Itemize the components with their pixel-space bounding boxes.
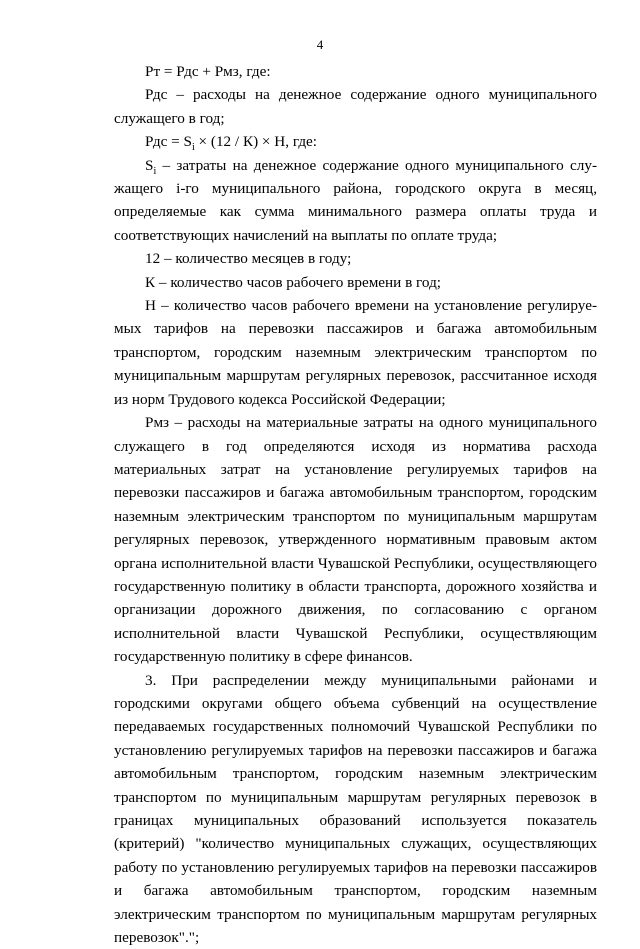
definition-rmz: Рмз – расходы на материальные затраты на одного муниципального служащего в год определяются исходя из норматива расхода материальных затрат на установление регулируемых тарифов на перевозки пассажиров и багажа автомобильным транспортом, городским наземным электрическим транспортом по муниципальным маршрутам регулярных перевозок, утвержденного нормативным правовым актом органа исполнительной власти Чувашской Республики, осуществляющего государственную политику в области транспорта, дорожного хозяйства и организации дорожного движения, по согласованию с органом исполнительной власти Чувашской Республики, осуществляющим государственную политику в сфере финансов. <box>114 414 597 666</box>
formula-rds-part2: × (12 / К) × Н, где: <box>194 133 318 151</box>
paragraph-3: 3. При распределении между муниципальными районами и городскими округами общего объема субвенций на осуществление передаваемых государственных полномочий Чувашской Республики по установлению регулируемых тарифов на перевозки пассажиров и багажа автомобильным транспортом, городским наземным электрическим транспортом по муниципальным маршрутам регулярных перевозок в границах муниципальных образований используется показатель (критерий) "количество муниципальных служащих, осуществляющих работу по установлению регулируемых тарифов на перевозки пассажиров и багажа автомобильным транспортом, городским наземным электрическим транспортом по муниципальным маршрутам регулярных перевозок"."; <box>114 671 597 947</box>
definition-k: К – количество часов рабочего времени в год; <box>145 273 442 291</box>
page-number: 4 <box>316 37 324 52</box>
formula-rds <box>114 130 597 153</box>
document-body <box>114 60 597 949</box>
definition-rds: Рдс – расходы на денежное содержание одного муниципального служащего в год; <box>114 86 597 127</box>
definition-si <box>114 154 597 248</box>
formula-rds-subscript: i <box>191 142 195 154</box>
definition-12: 12 – количество месяцев в году; <box>145 250 352 268</box>
definition-si-text: – затраты на денежное содержание одного муниципального служащего i-го муниципального района, городского округа в месяц, определяемые как сумма минимального размера оплаты труда и соответствующих начислений на выплаты по оплате труда; <box>114 156 597 244</box>
definition-si-symbol: S <box>145 156 154 174</box>
formula-rds-part1: Рдс = S <box>145 133 192 151</box>
definition-n: Н – количество часов рабочего времени на установление регулируемых тарифов на перевозки пассажиров и багажа автомобильным транспортом, городским наземным электрическим транспортом по муниципальным маршрутам регулярных перевозок, рассчитанное исходя из норм Трудового кодекса Российской Федерации; <box>114 297 597 408</box>
formula-rt: Рт = Рдс + Рмз, где: <box>145 63 271 80</box>
definition-si-subscript: i <box>153 165 157 177</box>
